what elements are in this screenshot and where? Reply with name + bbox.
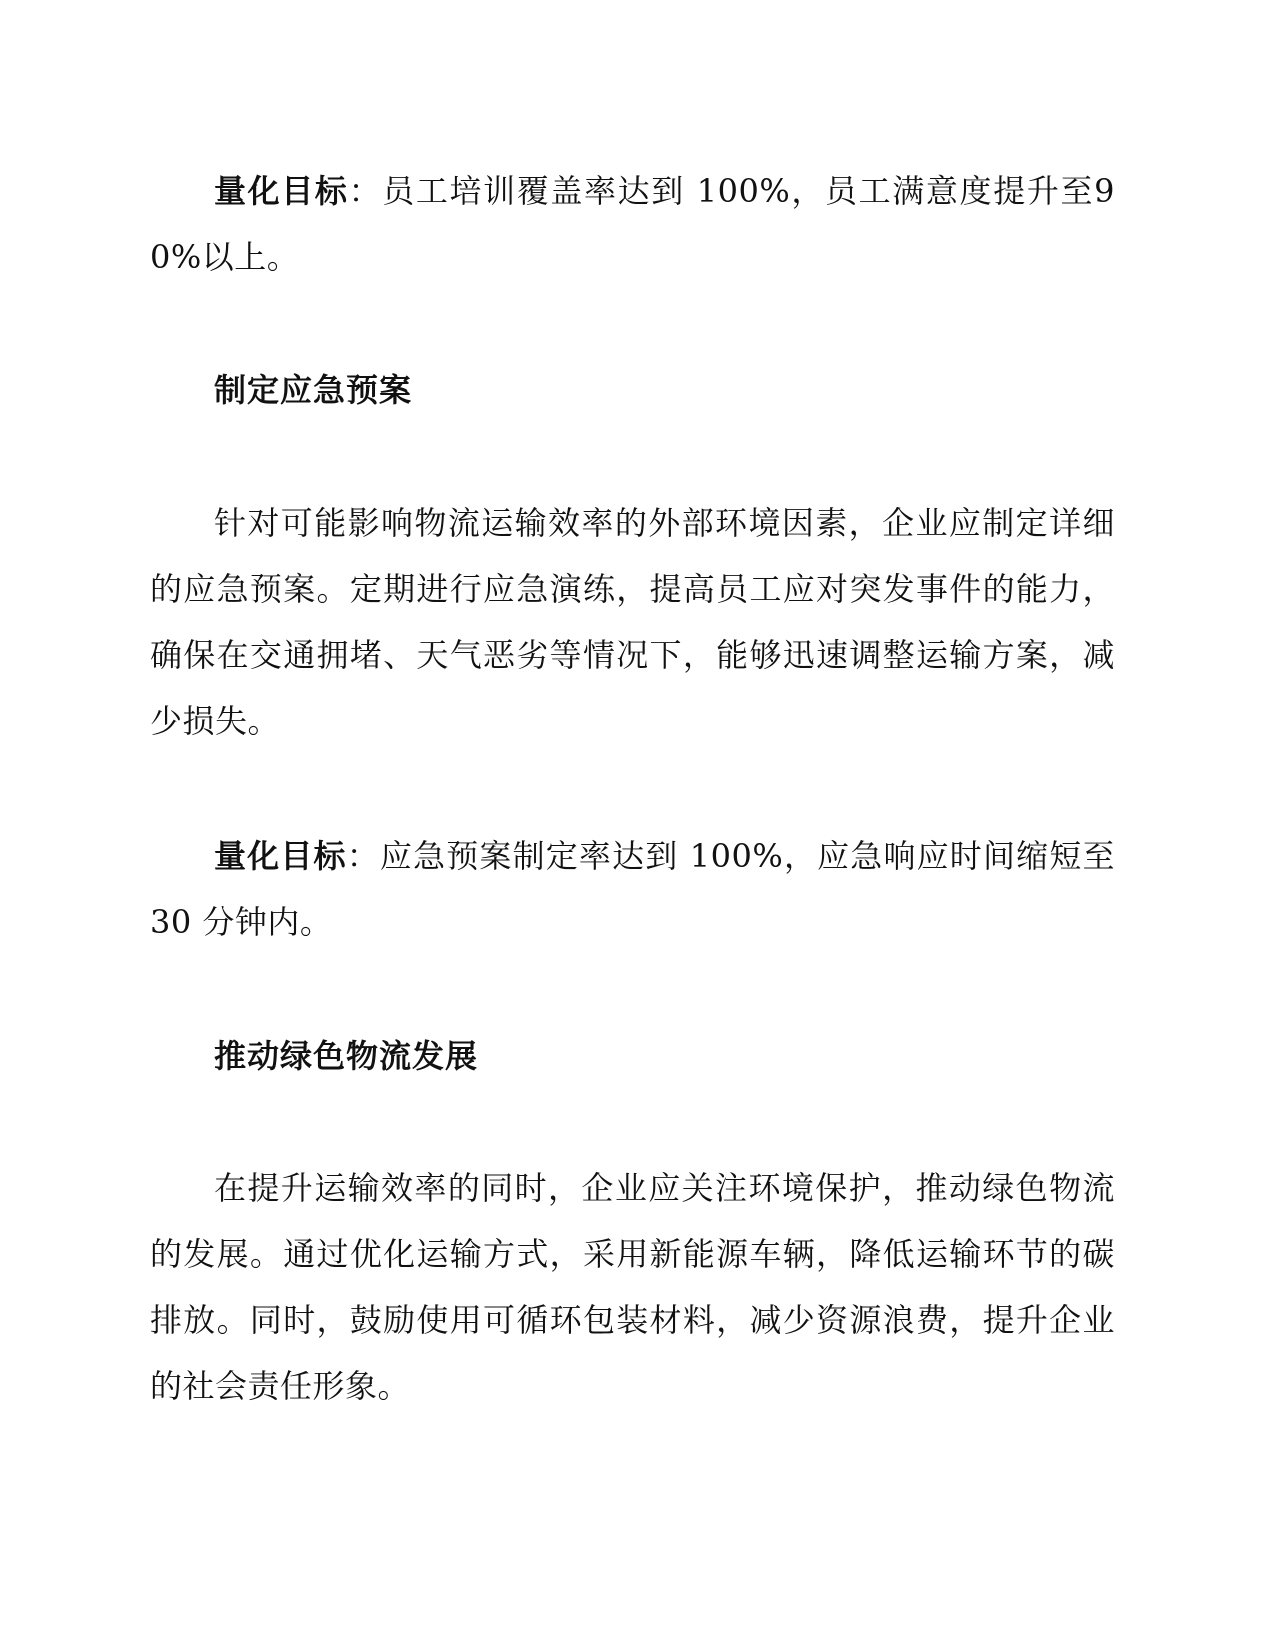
target-text: 应急预案制定率达到 100%，应急响应时间缩短至30 分钟内。 (150, 837, 1115, 941)
quantified-target-emergency (150, 823, 1115, 955)
paragraph-green-logistics: 在提升运输效率的同时，企业应关注环境保护，推动绿色物流的发展。通过优化运输方式，采用新能源车辆，降低运输环节的碳排放。同时，鼓励使用可循环包装材料，减少资源浪费，提升企业的社会责任形象。 (150, 1169, 1115, 1405)
target-colon: ： (346, 837, 380, 875)
section-heading-green-logistics: 推动绿色物流发展 (214, 1037, 479, 1075)
target-colon: ： (348, 172, 383, 210)
quantified-target-training (150, 158, 1115, 290)
target-label: 量化目标 (214, 172, 349, 210)
target-label: 量化目标 (214, 837, 347, 875)
paragraph-emergency-plan: 针对可能影响物流运输效率的外部环境因素，企业应制定详细的应急预案。定期进行应急演练，提高员工应对突发事件的能力，确保在交通拥堵、天气恶劣等情况下，能够迅速调整运输方案，减少损失。 (150, 504, 1115, 740)
section-heading-emergency-plan: 制定应急预案 (214, 371, 413, 409)
target-text: 员工培训覆盖率达到 100%，员工满意度提升至90%以上。 (150, 172, 1115, 276)
